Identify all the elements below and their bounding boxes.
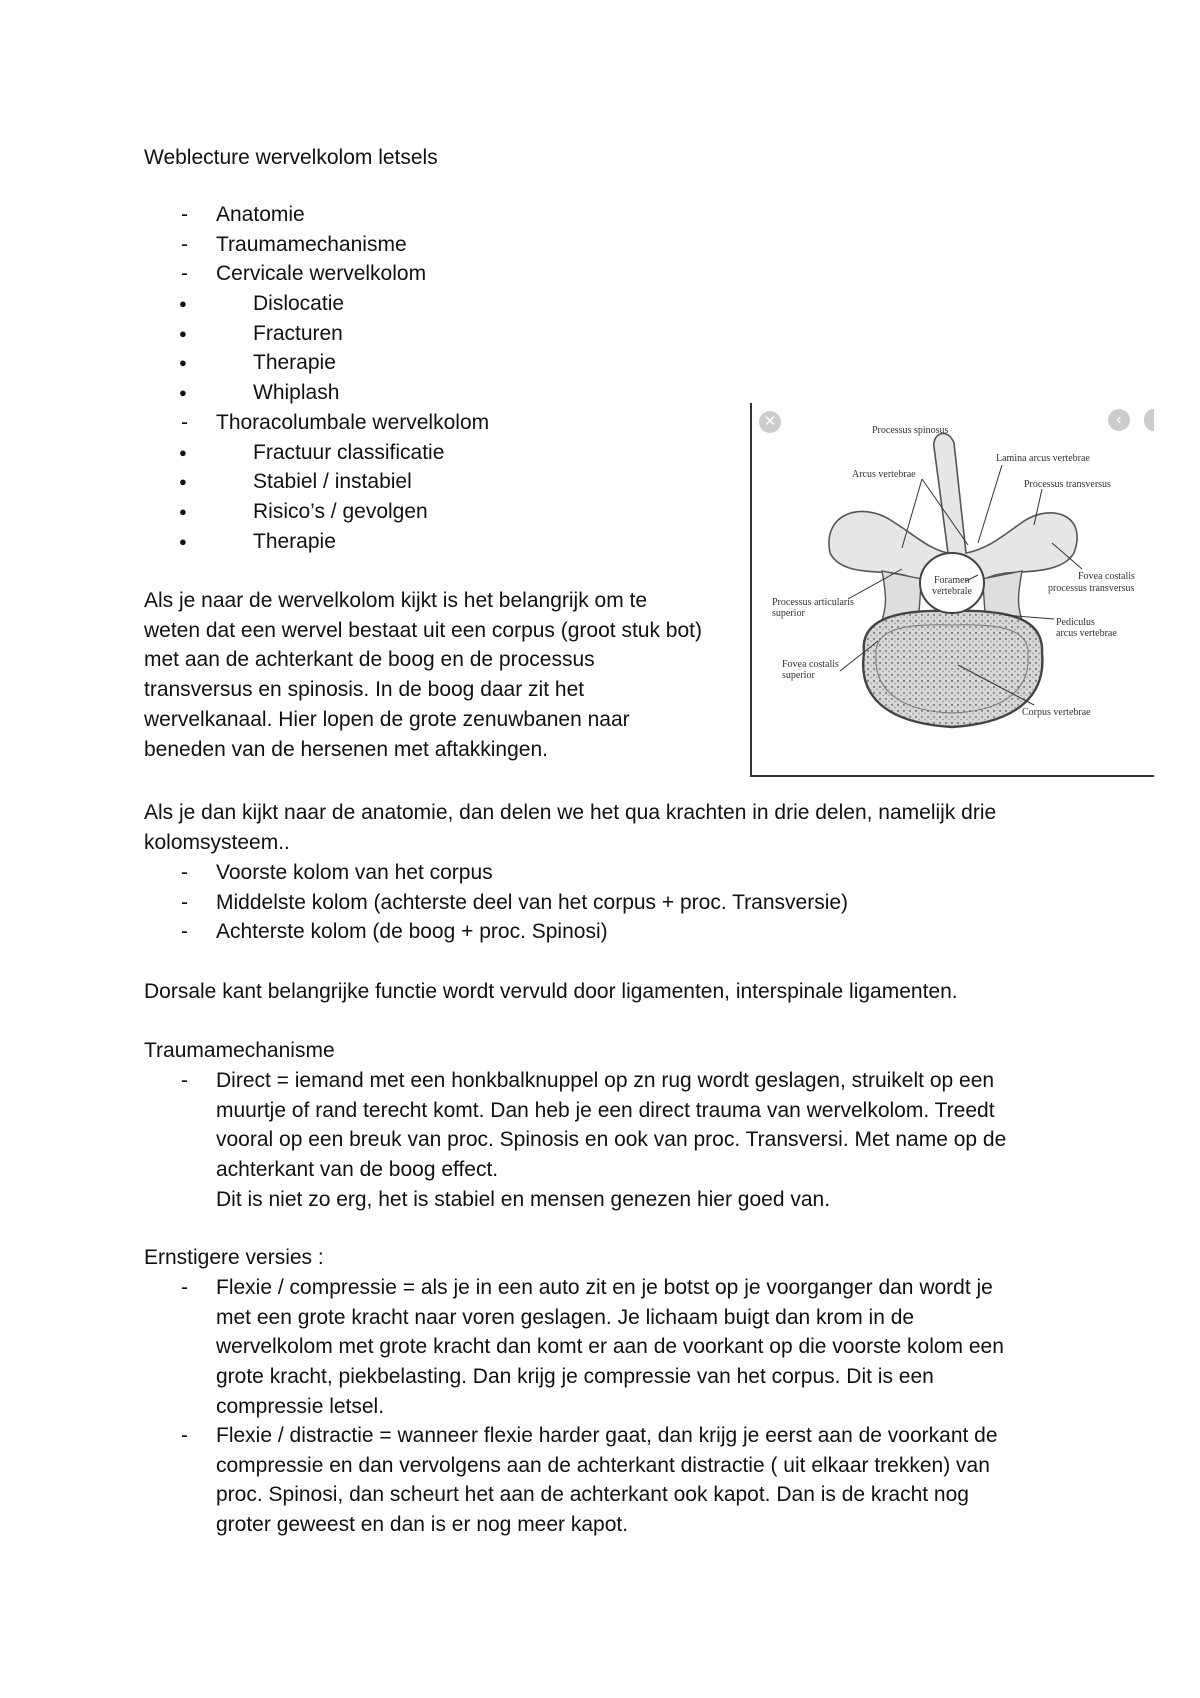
label-arcus: Arcus vertebrae <box>852 469 916 480</box>
flexie-compressie-list <box>216 1273 1004 1421</box>
anatomy-paragraph: Als je dan kijkt naar de anatomie, dan delen we het qua krachten in drie delen, namelijk drie kolomsysteem.. <box>144 801 997 854</box>
document-title: Weblecture wervelkolom letsels <box>144 146 438 169</box>
outline-item: - Cervicale wervelkolom <box>216 259 489 289</box>
label-lamina: Lamina arcus vertebrae <box>996 453 1090 464</box>
outline-subitem <box>216 348 489 378</box>
label-foramen: vertebrale <box>932 586 972 597</box>
label-pediculus: Pediculus <box>1056 617 1095 628</box>
outline-subitem <box>216 378 489 408</box>
trauma-heading: Traumamechanisme <box>144 1039 335 1062</box>
direct-line: vooral op een breuk van proc. Spinosis en ook van proc. Transversi. Met name op de <box>216 1128 1007 1152</box>
flexie-compressie-line: met een grote kracht naar voren geslagen. Je lichaam buigt dan krom in de <box>216 1305 915 1329</box>
direct-line: - Direct = iemand met een honkbalknuppel op zn rug wordt geslagen, struikelt op een <box>216 1066 1006 1096</box>
flexie-distractie-line: - Flexie / distractie = wanneer flexie harder gaat, dan krijg je eerst aan de voorkant de <box>216 1421 998 1451</box>
label-foramen: Foramen <box>934 575 970 586</box>
outline-item: - Anatomie <box>216 200 489 230</box>
outline-item: - Traumamechanisme <box>216 230 489 260</box>
label-fovea-costalis-proc: Fovea costalis <box>1078 571 1135 582</box>
outline-subitem-text: Stabiel / instabiel <box>253 470 412 494</box>
flexie-compressie-line: grote kracht, piekbelasting. Dan krijg je compressie van het corpus. Dit is een <box>216 1365 934 1389</box>
label-processus-spinosus: Processus spinosus <box>872 425 949 436</box>
outline-subitem-text: Fractuur classificatie <box>253 440 445 464</box>
outline-subitem-text: Therapie <box>253 529 336 553</box>
intro-paragraph: Als je naar de wervelkolom kijkt is het belangrijk om te weten dat een wervel bestaat uit een corpus (groot stuk bot) met aan de achterkant de boog en de processus transversus en spinosis. In de boog daar zit het wervelkanaal. Hier lopen de grote zenuwbanen naar beneden van de hersenen met aftakkingen. <box>144 589 702 761</box>
column-item: - Achterste kolom (de boog + proc. Spinosi) <box>216 917 848 947</box>
outline-subitem <box>216 497 489 527</box>
flexie-distractie-list <box>216 1421 998 1540</box>
corpus-shape <box>863 611 1042 727</box>
outline-subitem <box>216 527 489 557</box>
column-item: - Voorste kolom van het corpus <box>216 858 848 888</box>
flexie-distractie-line: groter geweest en dan is er nog meer kapot. <box>216 1513 629 1537</box>
direct-list <box>216 1066 1006 1214</box>
outline-subitem <box>216 289 489 319</box>
columns-list <box>216 858 848 947</box>
flexie-distractie-line: proc. Spinosi, dan scheurt het aan de achterkant ook kapot. Dan is de kracht nog <box>216 1483 969 1507</box>
dorsal-paragraph: Dorsale kant belangrijke functie wordt vervuld door ligamenten, interspinale ligamenten. <box>144 980 958 1003</box>
label-proc-articularis: superior <box>772 608 805 619</box>
outline-item: - Thoracolumbale wervelkolom <box>216 408 489 438</box>
label-fovea-superior: Fovea costalis <box>782 659 839 670</box>
direct-line: Dit is niet zo erg, het is stabiel en mensen genezen hier goed van. <box>216 1187 831 1211</box>
direct-line: achterkant van de boog effect. <box>216 1158 499 1182</box>
serious-heading: Ernstigere versies : <box>144 1246 324 1269</box>
label-proc-articularis: Processus articularis <box>772 597 854 608</box>
direct-line: muurtje of rand terecht komt. Dan heb je een direct trauma van wervelkolom. Treedt <box>216 1098 995 1122</box>
vertebra-figure <box>750 403 1154 777</box>
outline-subitem-text: Whiplash <box>253 381 340 405</box>
close-icon[interactable]: ✕ <box>759 411 781 433</box>
label-corpus: Corpus vertebrae <box>1022 707 1091 718</box>
outline-subitem <box>216 319 489 349</box>
column-item: - Middelste kolom (achterste deel van het corpus + proc. Transversie) <box>216 888 848 918</box>
outline-subitem-text: Dislocatie <box>253 292 345 316</box>
flexie-distractie-line: compressie en dan vervolgens aan de achterkant distractie ( uit elkaar trekken) van <box>216 1453 990 1477</box>
label-fovea-costalis-proc: processus transversus <box>1048 583 1135 594</box>
flexie-compressie-line: - Flexie / compressie = als je in een auto zit en je botst op je voorganger dan wordt je <box>216 1273 1004 1303</box>
outline-subitem <box>216 438 489 468</box>
chevron-left-icon[interactable]: ‹ <box>1108 409 1130 431</box>
outline-subitem <box>216 467 489 497</box>
label-pediculus: arcus vertebrae <box>1056 628 1117 639</box>
flexie-compressie-line: wervelkolom met grote kracht dan komt er aan de voorkant op die voorste kolom een <box>216 1335 1004 1359</box>
outline-subitem-text: Fracturen <box>253 321 343 345</box>
outline-subitem-text: Risico’s / gevolgen <box>253 499 428 523</box>
flexie-compressie-line: compressie letsel. <box>216 1394 385 1418</box>
label-fovea-superior: superior <box>782 670 815 681</box>
outline-list <box>216 200 489 556</box>
outline-subitem-text: Therapie <box>253 351 336 375</box>
label-proc-transversus: Processus transversus <box>1024 479 1111 490</box>
